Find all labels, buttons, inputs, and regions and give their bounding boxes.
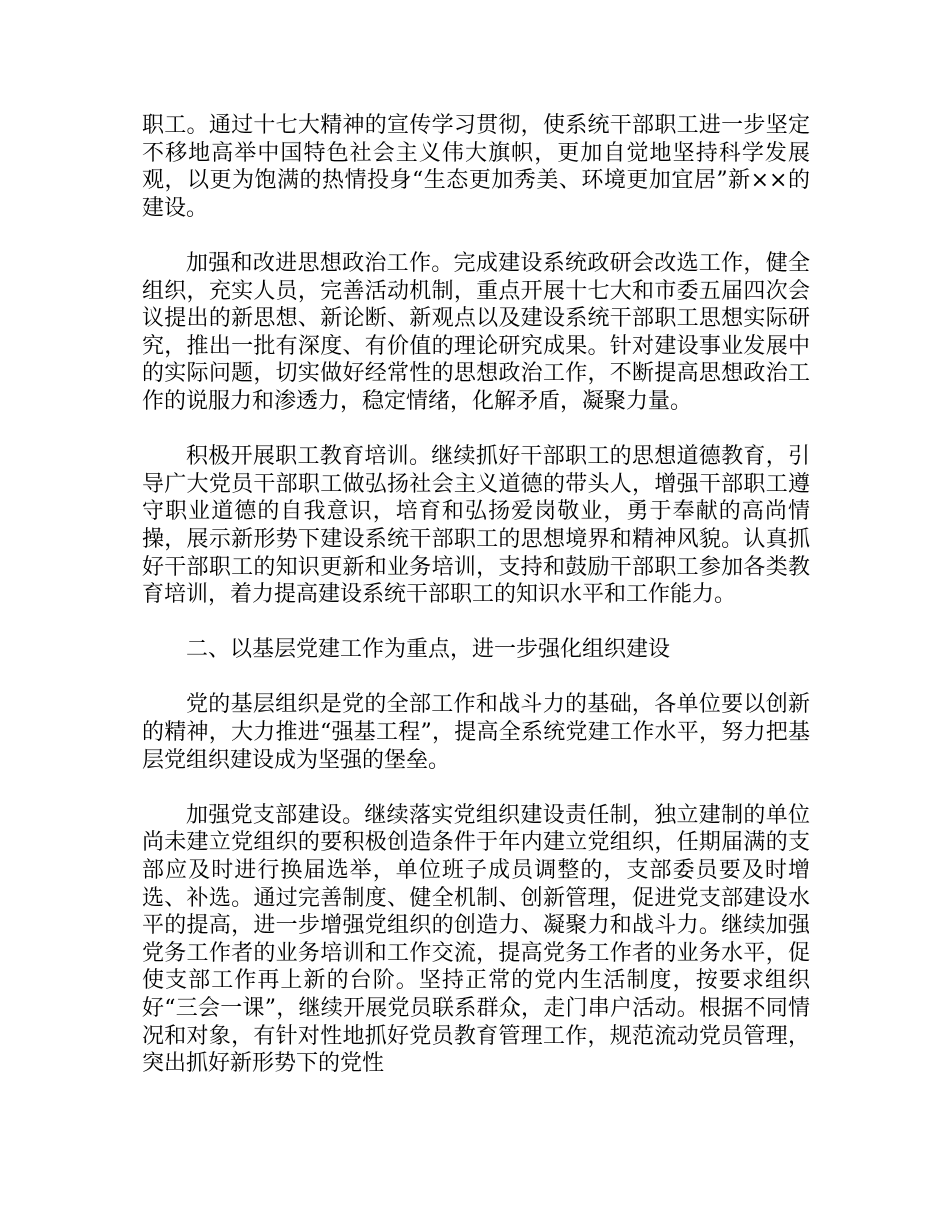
- paragraph-5: 党的基层组织是党的全部工作和战斗力的基础，各单位要以创新的精神，大力推进“强基工程”，提高全系统党建工作水平，努力把基层党组织建设成为坚强的堡垒。: [142, 692, 810, 773]
- paragraph-3: 积极开展职工教育培训。继续抓好干部职工的思想道德教育，引导广大党员干部职工做弘扬社会主义道德的带头人，增强干部职工遵守职业道德的自我意识，培育和弘扬爱岗敬业，勇于奉献的高尚情操，展示新形势下建设系统干部职工的思想境界和精神风貌。认真抓好干部职工的知识更新和业务培训，支持和鼓励干部职工参加各类教育培训，着力提高建设系统干部职工的知识水平和工作能力。: [142, 444, 810, 608]
- paragraph-1: 职工。通过十七大精神的宣传学习贯彻，使系统干部职工进一步坚定不移地高举中国特色社会主义伟大旗帜，更加自觉地坚持科学发展观，以更为饱满的热情投身“生态更加秀美、环境更加宜居”新××的建设。: [142, 113, 810, 221]
- section-heading: 二、以基层党建工作为重点，进一步强化组织建设: [186, 637, 671, 663]
- paragraph-gap: [142, 609, 810, 637]
- paragraph-gap: [142, 222, 810, 250]
- paragraph-gap: [142, 416, 810, 444]
- document-page: [142, 112, 810, 1078]
- paragraph-gap: [142, 664, 810, 692]
- paragraph-6: 加强党支部建设。继续落实党组织建设责任制，独立建制的单位尚未建立党组织的要积极创造条件于年内建立党组织，任期届满的支部应及时进行换届选举，单位班子成员调整的，支部委员要及时增选、补选。通过完善制度、健全机制、创新管理，促进党支部建设水平的提高，进一步增强党组织的创造力、凝聚力和战斗力。继续加强党务工作者的业务培训和工作交流，提高党务工作者的业务水平，促使支部工作再上新的台阶。坚持正常的党内生活制度，按要求组织好“三会一课”，继续开展党员联系群众，走门串户活动。根据不同情况和对象，有针对性地抓好党员教育管理工作，规范流动党员管理，突出抓好新形势下的党性: [142, 802, 810, 1077]
- paragraph-2: 加强和改进思想政治工作。完成建设系统政研会改选工作，健全组织，充实人员，完善活动机制，重点开展十七大和市委五届四次会议提出的新思想、新论断、新观点以及建设系统干部职工思想实际研究，推出一批有深度、有价值的理论研究成果。针对建设事业发展中的实际问题，切实做好经常性的思想政治工作，不断提高思想政治工作的说服力和渗透力，稳定情绪，化解矛盾，凝聚力量。: [142, 250, 810, 414]
- paragraph-gap: [142, 774, 810, 802]
